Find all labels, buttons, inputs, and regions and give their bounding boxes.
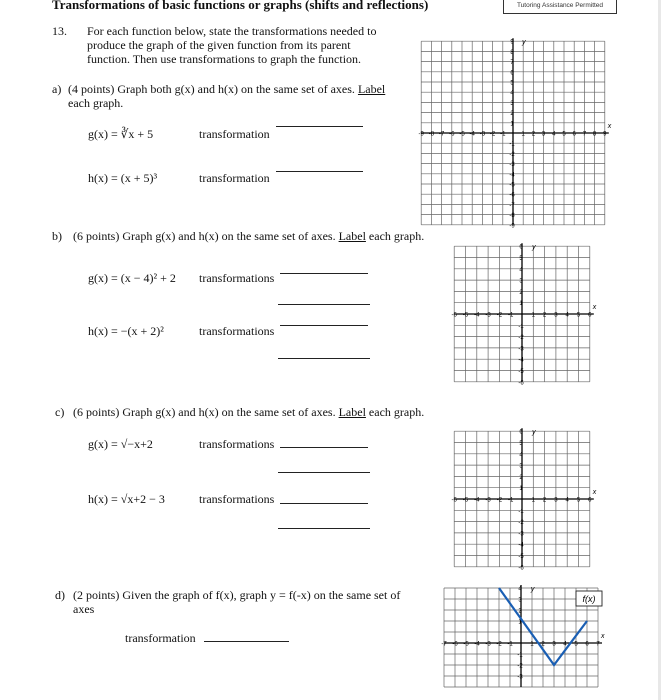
- part-b-h-transformations-label: transformations: [199, 324, 275, 338]
- y-tick-label: 5: [510, 80, 514, 87]
- y-tick-label: -8: [509, 213, 515, 220]
- part-b-g-answer-line-2[interactable]: [278, 304, 370, 305]
- y-tick-label: -3: [518, 346, 524, 353]
- y-tick-label: 6: [519, 244, 523, 251]
- x-tick-label: 7: [582, 131, 587, 138]
- x-tick-label: 2: [541, 641, 545, 648]
- x-tick-label: -6: [451, 497, 457, 504]
- y-axis-label: y: [532, 429, 536, 437]
- x-tick-label: 6: [588, 312, 592, 319]
- part-b-g-function: g(x) = (x − 4)² + 2: [88, 271, 176, 285]
- y-tick-label: 6: [519, 429, 523, 436]
- y-tick-label: -7: [509, 202, 515, 209]
- x-tick-label: -4: [474, 641, 480, 648]
- part-a-label: a): [52, 82, 62, 96]
- y-axis-label: y: [530, 586, 535, 593]
- x-tick-label: -3: [485, 312, 491, 319]
- x-tick-label: 2: [542, 497, 547, 504]
- tutoring-badge: Tutoring Assistance Permitted: [503, 0, 617, 14]
- x-tick-label: -2: [496, 641, 502, 648]
- y-tick-label: -1: [518, 323, 524, 330]
- x-tick-label: 1: [530, 641, 534, 648]
- x-tick-label: 4: [565, 312, 569, 319]
- part-b-label: b): [52, 229, 62, 243]
- y-tick-label: -3: [518, 531, 524, 538]
- x-tick-label: 6: [585, 641, 589, 648]
- part-c-label: c): [55, 405, 65, 419]
- x-tick-label: 4: [552, 131, 556, 138]
- y-tick-label: -3: [517, 674, 523, 681]
- x-tick-label: -6: [452, 641, 458, 648]
- part-c-label-word: Label: [338, 405, 366, 419]
- x-tick-label: -2: [496, 497, 503, 504]
- y-tick-label: -2: [509, 151, 515, 158]
- question-number: 13.: [52, 24, 67, 38]
- part-c-g-answer-line-2[interactable]: [278, 472, 370, 473]
- y-tick-label: 4: [519, 267, 523, 274]
- part-d-label: d): [55, 588, 65, 602]
- y-axis-label: y: [532, 244, 536, 252]
- x-tick-label: -5: [462, 312, 469, 319]
- part-b-h-answer-line-2[interactable]: [278, 358, 370, 359]
- x-tick-label: -4: [469, 131, 475, 138]
- x-tick-label: -4: [474, 497, 480, 504]
- graph-d-coordinate-grid[interactable]: [441, 582, 623, 700]
- x-tick-label: 9: [603, 131, 607, 138]
- x-tick-label: 4: [565, 497, 569, 504]
- x-tick-label: -3: [485, 497, 491, 504]
- graph-c-coordinate-grid[interactable]: [450, 408, 620, 572]
- x-tick-label: 5: [562, 131, 566, 138]
- part-c-g-transformations-label: transformations: [199, 437, 275, 451]
- part-d-prompt-line-1: (2 points) Given the graph of f(x), graph y = f(-x) on the same set of: [73, 588, 401, 602]
- question-line-1: For each function below, state the transformations needed to: [87, 24, 377, 38]
- y-tick-label: 3: [518, 597, 522, 604]
- y-tick-label: 3: [519, 463, 523, 470]
- y-tick-label: 3: [510, 100, 514, 107]
- part-a-h-answer-line[interactable]: [276, 171, 363, 172]
- x-tick-label: -9: [418, 131, 424, 138]
- y-tick-label: 9: [510, 39, 514, 46]
- part-b-g-transformations-label: transformations: [199, 271, 275, 285]
- part-c-g-answer-line-1[interactable]: [280, 447, 368, 448]
- y-tick-label: 4: [518, 586, 522, 593]
- part-a-prompt: [68, 82, 385, 96]
- x-tick-label: 7: [596, 641, 600, 648]
- part-a-g-transformation-label: transformation: [199, 127, 270, 141]
- x-axis-label: x: [601, 633, 605, 640]
- part-b-prompt-end: each graph.: [368, 229, 425, 243]
- question-line-3: function. Then use transformations to graph the function.: [87, 52, 362, 66]
- y-tick-label: 2: [518, 608, 522, 615]
- y-tick-label: 2: [519, 474, 523, 481]
- x-tick-label: -3: [485, 641, 491, 648]
- part-b-h-answer-line-1[interactable]: [280, 325, 368, 326]
- part-d-answer-line[interactable]: [204, 641, 289, 642]
- x-axis-label: x: [592, 489, 597, 496]
- x-tick-label: -1: [500, 131, 506, 138]
- y-tick-label: 1: [519, 301, 523, 308]
- y-tick-label: -5: [518, 554, 524, 560]
- y-tick-label: -5: [518, 369, 524, 375]
- y-tick-label: -6: [518, 565, 524, 572]
- part-c-h-answer-line-1[interactable]: [280, 503, 368, 504]
- y-tick-label: 5: [519, 256, 523, 262]
- x-tick-label: -5: [463, 641, 469, 648]
- part-b-h-function: h(x) = −(x + 2)²: [88, 324, 164, 338]
- part-c-h-function: h(x) = √x+2 − 3: [88, 492, 165, 506]
- part-c-h-answer-line-2[interactable]: [278, 528, 370, 529]
- x-tick-label: -7: [438, 131, 445, 138]
- y-tick-label: 2: [510, 111, 514, 118]
- y-tick-label: 1: [510, 121, 514, 128]
- y-tick-label: -4: [518, 357, 524, 364]
- x-tick-label: 2: [531, 131, 536, 138]
- part-b-prompt-text: (6 points) Graph g(x) and h(x) on the same set of axes.: [73, 229, 336, 243]
- x-tick-label: 3: [554, 497, 558, 504]
- y-tick-label: 8: [510, 49, 514, 56]
- part-a-g-answer-line[interactable]: [276, 126, 363, 127]
- x-tick-label: 1: [521, 131, 525, 138]
- y-tick-label: -9: [509, 223, 515, 230]
- y-tick-label: -3: [509, 162, 515, 169]
- worksheet-title: Transformations of basic functions or graphs (shifts and reflections): [52, 0, 429, 12]
- part-c-prompt-text: (6 points) Graph g(x) and h(x) on the same set of axes.: [73, 405, 336, 419]
- part-a-h-transformation-label: transformation: [199, 171, 270, 185]
- y-tick-label: -4: [509, 172, 515, 179]
- y-tick-label: -5: [509, 182, 515, 189]
- graph-a-coordinate-grid[interactable]: [418, 22, 623, 230]
- part-b-g-answer-line-1[interactable]: [280, 273, 368, 274]
- x-tick-label: -2: [496, 312, 503, 319]
- x-tick-label: 3: [552, 641, 556, 648]
- x-tick-label: -8: [428, 131, 435, 138]
- part-b-label-word: Label: [338, 229, 366, 243]
- x-tick-label: -2: [489, 131, 496, 138]
- y-tick-label: -1: [509, 141, 515, 148]
- part-c-prompt: [73, 405, 424, 419]
- x-tick-label: 6: [588, 497, 592, 504]
- y-tick-label: -1: [517, 652, 523, 659]
- x-tick-label: -1: [508, 312, 514, 319]
- y-tick-label: 1: [519, 486, 523, 493]
- y-tick-label: 5: [519, 441, 523, 447]
- x-tick-label: -5: [459, 131, 465, 138]
- x-tick-label: -7: [441, 641, 447, 648]
- y-tick-label: 4: [519, 452, 523, 459]
- x-tick-label: 4: [563, 641, 567, 648]
- y-tick-label: 7: [510, 60, 514, 67]
- part-d-transformation-label: transformation: [125, 631, 196, 645]
- part-a-g-function: g(x) = ∛x + 5: [88, 127, 154, 141]
- x-tick-label: -4: [474, 312, 480, 319]
- part-d-prompt-line-2: axes: [73, 602, 95, 616]
- x-tick-label: 5: [576, 497, 581, 504]
- x-tick-label: -1: [508, 497, 514, 504]
- y-tick-label: -1: [518, 508, 524, 515]
- f-legend-label: f(x): [582, 594, 596, 604]
- x-tick-label: -6: [449, 131, 455, 138]
- part-c-g-function: g(x) = √−x+2: [88, 437, 153, 451]
- x-tick-label: -1: [507, 641, 513, 648]
- y-tick-label: 4: [510, 90, 514, 97]
- y-tick-label: 3: [519, 278, 523, 285]
- y-tick-label: -2: [517, 663, 523, 670]
- part-a-prompt-line-2: each graph.: [68, 96, 124, 110]
- y-tick-label: 2: [519, 289, 523, 296]
- x-tick-label: 3: [554, 312, 558, 319]
- x-tick-label: 2: [542, 312, 547, 319]
- y-tick-label: -6: [509, 192, 515, 199]
- question-line-2: produce the graph of the given function from its parent: [87, 38, 351, 52]
- x-axis-label: x: [607, 123, 612, 130]
- x-tick-label: -6: [451, 312, 457, 319]
- x-tick-label: -5: [462, 497, 469, 504]
- part-b-prompt: [73, 229, 424, 243]
- y-tick-label: 1: [518, 619, 522, 626]
- x-tick-label: 8: [592, 131, 597, 138]
- x-tick-label: 5: [576, 312, 581, 319]
- x-tick-label: 1: [531, 312, 535, 319]
- x-tick-label: 3: [541, 131, 546, 138]
- x-tick-label: 5: [574, 641, 578, 648]
- part-a-h-function: h(x) = (x + 5)³: [88, 171, 158, 185]
- y-tick-label: -2: [518, 520, 524, 527]
- y-axis-label: y: [522, 39, 526, 47]
- x-tick-label: -3: [479, 131, 486, 138]
- part-a-label-word: Label: [357, 82, 386, 96]
- y-tick-label: -4: [518, 542, 524, 549]
- x-axis-label: x: [592, 304, 597, 311]
- y-tick-label: -6: [518, 380, 524, 387]
- graph-b-coordinate-grid[interactable]: [450, 222, 620, 387]
- part-c-h-transformations-label: transformations: [199, 492, 275, 506]
- part-a-prompt-text: (4 points) Graph both g(x) and h(x) on the same set of axes.: [68, 82, 355, 96]
- x-tick-label: 6: [572, 131, 576, 138]
- y-tick-label: 6: [510, 70, 514, 77]
- y-tick-label: -2: [518, 335, 524, 342]
- part-c-prompt-end: each graph.: [368, 405, 425, 419]
- x-tick-label: 1: [531, 497, 535, 504]
